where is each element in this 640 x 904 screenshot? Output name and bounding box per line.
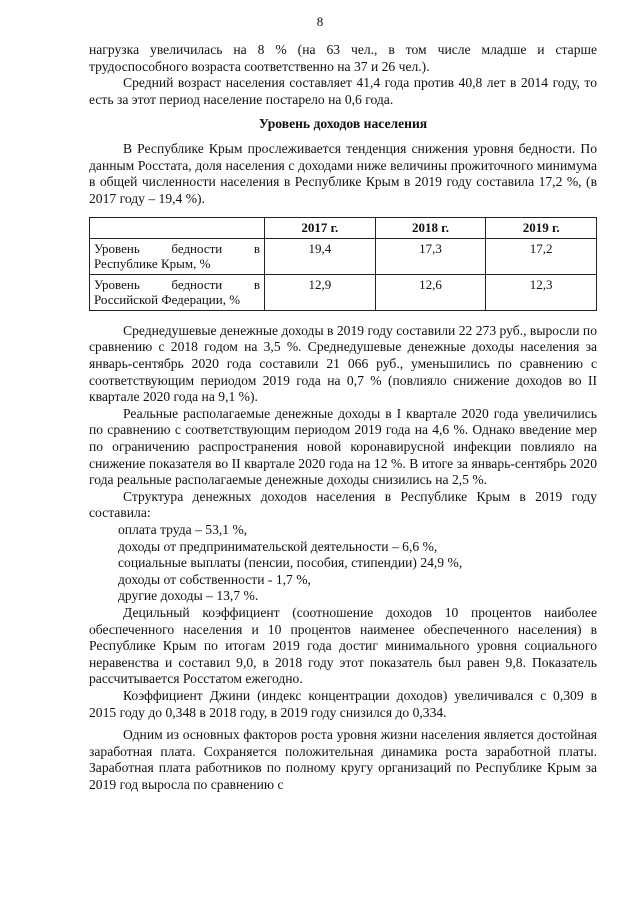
table-row-label: Уровень бедности в Республике Крым, % [90, 238, 265, 274]
table-row [90, 274, 597, 310]
table-cell: 12,9 [265, 274, 376, 310]
table-header-cell: 2017 г. [265, 218, 376, 239]
paragraph-average-income: Среднедушевые денежные доходы в 2019 году составили 22 273 руб., выросли по сравнению с 2018 годом на 3,5 %. Среднедушевые денежные доходы населения за январь-сентябрь 2020 года составили 21 066 руб., уменьшились по сравнению с соответствующим периодом 2019 года на 0,7 % (повлияло снижение доходов во II квартале 2020 года на 9,1 %). [89, 322, 597, 405]
section-heading: Уровень доходов населения [258, 116, 428, 132]
paragraph-dependency-load: нагрузка увеличилась на 8 % (на 63 чел., в том числе младше и старше трудоспособного возраста соответственно на 37 и 26 чел.). [89, 42, 597, 74]
poverty-table [89, 217, 597, 311]
table-row-label: Уровень бедности в Российской Федерации, % [90, 274, 265, 310]
table-header-cell: 2019 г. [486, 218, 597, 239]
table-cell: 17,2 [486, 238, 597, 274]
paragraph-real-income: Реальные располагаемые денежные доходы в I квартале 2020 года увеличились по сравнению с соответствующим периодом 2019 года на 4,6 %. Однако введение мер по ограничению распространения новой коронавирусной инфекции повлияло на снижение показателя во II квартале 2020 года на 12 %. В итоге за январь-сентябрь 2020 года реальные располагаемые денежные доходы снизились на 2,5 %. [89, 405, 597, 488]
table-row [90, 238, 597, 274]
list-item: социальные выплаты (пенсии, пособия, стипендии) 24,9 %, [118, 555, 463, 571]
page-content [89, 42, 597, 793]
table-cell: 19,4 [265, 238, 376, 274]
table-header-row [90, 218, 597, 239]
table-cell: 12,3 [486, 274, 597, 310]
paragraph-poverty-intro: В Республике Крым прослеживается тенденция снижения уровня бедности. По данным Росстата, доля населения с доходами ниже величины прожиточного минимума в общей численности населения в Республике Крым в 2019 году составила 17,2 %, (в 2017 году – 19,4 %). [89, 140, 597, 206]
paragraph-decile-coefficient: Децильный коэффициент (соотношение доходов 10 процентов наиболее обеспеченного населения и 10 процентов наименее обеспеченного населения) в Республике Крым по итогам 2019 года достиг минимального уровня социального неравенства и составил 9,0, в 2018 году этот показатель был равен 9,8. Показатель рассчитывается Росстатом ежегодно. [89, 604, 597, 687]
list-item: доходы от собственности - 1,7 %, [118, 571, 311, 587]
list-item: оплата труда – 53,1 %, [118, 521, 248, 537]
list-item: доходы от предпринимательской деятельности – 6,6 %, [118, 538, 438, 554]
table-cell: 12,6 [375, 274, 486, 310]
page-number: 8 [316, 14, 324, 29]
table-header-cell [90, 218, 265, 239]
list-item: другие доходы – 13,7 %. [118, 588, 259, 604]
table-header-cell: 2018 г. [375, 218, 486, 239]
income-structure-list [89, 522, 597, 605]
paragraph-average-age: Средний возраст населения составляет 41,4 года против 40,8 лет в 2014 году, то есть за этот период население постарело на 0,6 года. [89, 75, 597, 107]
paragraph-income-structure: Структура денежных доходов населения в Республике Крым в 2019 году составила: [89, 488, 597, 521]
table-cell: 17,3 [375, 238, 486, 274]
paragraph-wages: Одним из основных факторов роста уровня жизни населения является достойная заработная плата. Сохраняется положительная динамика роста заработной платы. Заработная плата работников по полному кругу организаций по Республике Крым за 2019 год выросла по сравнению с [89, 727, 597, 792]
paragraph-gini-coefficient: Коэффициент Джини (индекс концентрации доходов) увеличивался с 0,309 в 2015 году до 0,348 в 2018 году, в 2019 году снизился до 0,334. [89, 687, 597, 720]
